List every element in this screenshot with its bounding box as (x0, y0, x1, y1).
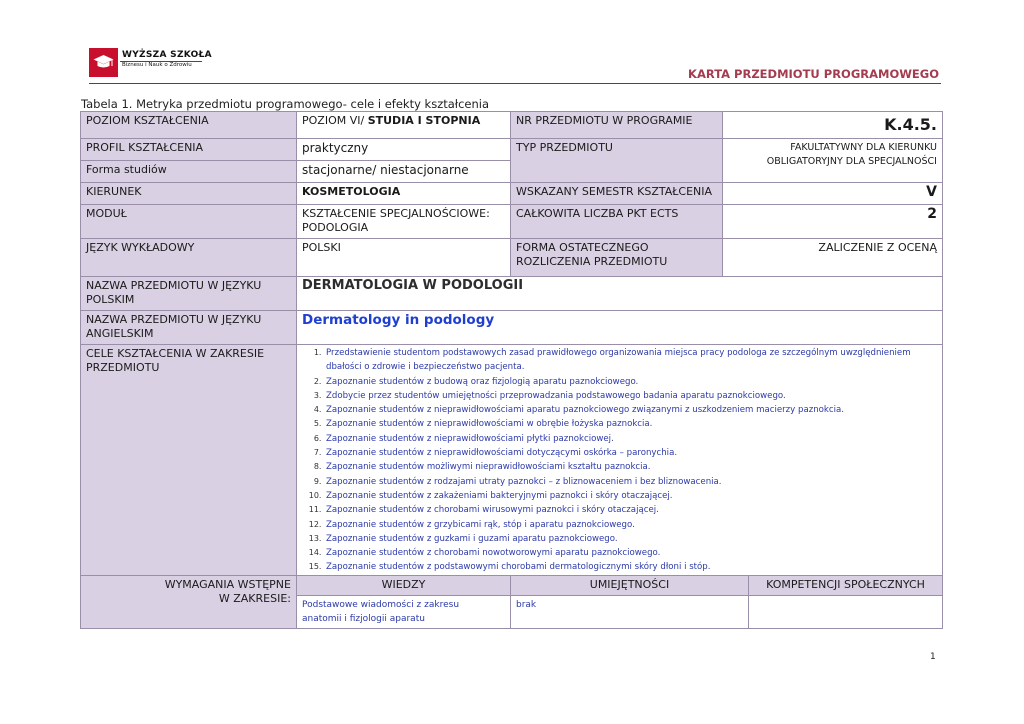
nazwa-pl-label-line-2: POLSKIM (86, 293, 135, 306)
document-title: KARTA PRZEDMIOTU PROGRAMOWEGO (688, 67, 939, 81)
semestr-label: WSKAZANY SEMESTR KSZTAŁCENIA (511, 183, 723, 205)
rozliczenie-value: ZALICZENIE Z OCENĄ (723, 239, 943, 277)
goal-item: 6. Zapoznanie studentów z nieprawidłowościami płytki paznokciowej. (324, 432, 937, 446)
jezyk-value: POLSKI (297, 239, 511, 277)
kompetencji-value (749, 595, 943, 628)
poziom-value (297, 112, 511, 139)
forma-label: Forma studiów (81, 161, 297, 183)
poziom-value-bold: STUDIA I STOPNIA (367, 114, 481, 127)
typ-value-line-2: OBLIGATORYJNY DLA SPECJALNOŚCI (766, 156, 937, 167)
col-umiejetnosci: UMIEJĘTNOŚCI (511, 575, 749, 595)
nazwa-en-label-line-1: NAZWA PRZEDMIOTU W JĘZYKU (86, 313, 262, 326)
poziom-value-prefix: POZIOM VI/ (302, 114, 368, 127)
header-divider (89, 83, 941, 84)
modul-value-line-2: PODOLOGIA (302, 221, 369, 234)
page-number: 1 (930, 652, 936, 662)
profil-value: praktyczny (297, 139, 511, 161)
forma-value: stacjonarne/ niestacjonarne (297, 161, 511, 183)
modul-value-line-1: KSZTAŁCENIE SPECJALNOŚCIOWE: (302, 207, 490, 220)
rozliczenie-label-line-2: ROZLICZENIA PRZEDMIOTU (516, 255, 668, 268)
goal-item: 3. Zdobycie przez studentów umiejętności przeprowadzania podstawowego badania aparatu paznokciowego. (324, 389, 937, 403)
ects-label: CAŁKOWITA LICZBA PKT ECTS (511, 205, 723, 239)
goal-item: 15. Zapoznanie studentów z podstawowymi chorobami dermatologicznymi skóry dłoni i stóp. (324, 560, 937, 574)
profil-label: PROFIL KSZTAŁCENIA (81, 139, 297, 161)
nazwa-en-label-line-2: ANGIELSKIM (86, 327, 154, 340)
goal-item: 4. Zapoznanie studentów z nieprawidłowościami aparatu paznokciowego związanymi z uszkodzeniem macierzy paznokcia. (324, 403, 937, 417)
nazwa-en-value: Dermatology in podology (297, 311, 943, 345)
goal-item: 1. Przedstawienie studentom podstawowych zasad prawidłowego organizowania miejsca pracy podologa ze szczególnym uwzględnieniem dbałości o zdrowie i bezpieczeństwo pacjenta. (324, 346, 937, 375)
typ-value (723, 139, 943, 183)
requirements-label (81, 575, 297, 628)
nr-label: NR PRZEDMIOTU W PROGRAMIE (511, 112, 723, 139)
col-kompetencji: KOMPETENCJI SPOŁECZNYCH (749, 575, 943, 595)
kierunek-label: KIERUNEK (81, 183, 297, 205)
goals-list (302, 346, 937, 575)
goal-item: 12. Zapoznanie studentów z grzybicami rąk, stóp i aparatu paznokciowego. (324, 518, 937, 532)
rozliczenie-label (511, 239, 723, 277)
cele-label-line-1: CELE KSZTAŁCENIA W ZAKRESIE (86, 347, 265, 360)
goal-item: 11. Zapoznanie studentów z chorobami wirusowymi paznokci i skóry otaczającej. (324, 503, 937, 517)
goal-item: 5. Zapoznanie studentów z nieprawidłowościami w obrębie łożyska paznokcia. (324, 417, 937, 431)
goal-item: 14. Zapoznanie studentów z chorobami nowotworowymi aparatu paznokciowego. (324, 546, 937, 560)
goal-item: 2. Zapoznanie studentów z budową oraz fizjologią aparatu paznokciowego. (324, 375, 937, 389)
modul-label: MODUŁ (81, 205, 297, 239)
goal-item: 10. Zapoznanie studentów z zakażeniami bakteryjnymi paznokci i skóry otaczającej. (324, 489, 937, 503)
typ-value-line-1: FAKULTATYWNY DLA KIERUNKU (790, 142, 937, 153)
logo-text: WYŻSZA SZKOŁA (122, 50, 212, 60)
requirements-label-line-1: WYMAGANIA WSTĘPNE (164, 577, 291, 591)
rozliczenie-label-line-1: FORMA OSTATECZNEGO (516, 241, 649, 254)
nr-value: K.4.5. (723, 112, 943, 139)
table-caption: Tabela 1. Metryka przedmiotu programowego- cele i efekty kształcenia (81, 97, 489, 111)
nazwa-en-label (81, 311, 297, 345)
ects-value: 2 (723, 205, 943, 239)
nazwa-pl-label (81, 277, 297, 311)
umiejetnosci-value: brak (511, 595, 749, 628)
goal-item: 7. Zapoznanie studentów z nieprawidłowościami dotyczącymi oskórka – paronychia. (324, 446, 937, 460)
kierunek-value: KOSMETOLOGIA (297, 183, 511, 205)
poziom-label: POZIOM KSZTAŁCENIA (81, 112, 297, 139)
wiedzy-value-line-2: anatomii i fizjologii aparatu (302, 613, 425, 624)
typ-label: TYP PRZEDMIOTU (511, 139, 723, 183)
nazwa-pl-label-line-1: NAZWA PRZEDMIOTU W JĘZYKU (86, 279, 262, 292)
course-metrics-table (80, 111, 943, 629)
goal-item: 8. Zapoznanie studentów możliwymi nieprawidłowościami kształtu paznokcia. (324, 460, 937, 474)
goal-item: 9. Zapoznanie studentów z rodzajami utraty paznokci – z bliznowaceniem i bez bliznowacenia. (324, 475, 937, 489)
logo-subtext: Biznesu i Nauk o Zdrowiu (122, 62, 192, 68)
goal-item: 13. Zapoznanie studentów z guzkami i guzami aparatu paznokciowego. (324, 532, 937, 546)
nazwa-pl-value: DERMATOLOGIA W PODOLOGII (297, 277, 943, 311)
modul-value (297, 205, 511, 239)
cele-label-line-2: PRZEDMIOTU (86, 361, 160, 374)
requirements-label-line-2: W ZAKRESIE: (218, 591, 291, 605)
logo-mark (89, 48, 118, 77)
jezyk-label: JĘZYK WYKŁADOWY (81, 239, 297, 277)
wiedzy-value-line-1: Podstawowe wiadomości z zakresu (302, 599, 460, 610)
goals-cell (297, 345, 943, 576)
wiedzy-value (297, 595, 511, 628)
cele-label (81, 345, 297, 576)
graduation-cap-icon (93, 54, 114, 71)
col-wiedzy: WIEDZY (297, 575, 511, 595)
semestr-value: V (723, 183, 943, 205)
